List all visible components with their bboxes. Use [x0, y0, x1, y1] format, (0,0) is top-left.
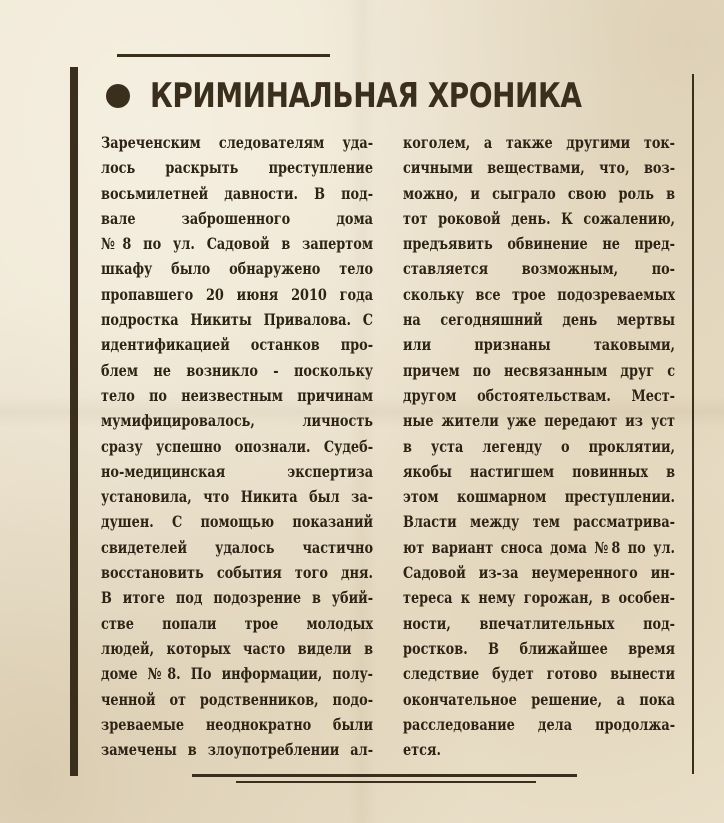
article-line-text: тот роковой день. К сожалению, — [403, 208, 676, 228]
article-line-text: восстановить события того дня. — [101, 563, 374, 583]
article-line — [403, 611, 675, 636]
article-line — [101, 256, 373, 281]
article-line-text: установила, что Никита был за- — [101, 487, 374, 507]
bottom-rule-secondary — [236, 781, 536, 783]
article-line — [101, 636, 373, 661]
article-line-text: расследование дела продолжа- — [403, 714, 676, 734]
article-line — [403, 535, 675, 560]
article-line — [101, 383, 373, 408]
article-line — [403, 358, 675, 383]
article-line-text: скольку все трое подозреваемых — [403, 284, 676, 304]
article-line — [101, 130, 373, 155]
article-line-text: другом обстоятельствам. Мест- — [403, 385, 676, 405]
article-line — [101, 332, 373, 357]
article-line-text: ется. — [403, 740, 441, 760]
article-line — [403, 181, 675, 206]
article-line-text: ные жители уже передают из уст — [403, 411, 676, 431]
article-line — [101, 611, 373, 636]
article-column-left — [101, 130, 373, 762]
article-title: КРИМИНАЛЬНАЯ ХРОНИКА — [150, 76, 582, 116]
article-line — [101, 737, 373, 762]
article-line-text: Садовой из-за неумеренного ин- — [403, 563, 676, 583]
article-line-text: душен. С помощью показаний — [101, 512, 374, 532]
article-header — [106, 70, 676, 122]
article-line-text: в уста легенду о проклятии, — [403, 436, 676, 456]
article-line — [403, 307, 675, 332]
article-line-text: мумифицировалось, личность — [101, 411, 374, 431]
article-line-text: коголем, а также другими ток- — [403, 133, 676, 152]
article-line — [403, 408, 675, 433]
article-line-text: предъявить обвинение не пред- — [403, 234, 676, 254]
article-line-text: или признаны таковыми, — [403, 335, 676, 355]
article-line — [403, 130, 675, 155]
article-line — [101, 687, 373, 712]
article-line — [403, 560, 675, 585]
article-line — [101, 459, 373, 484]
article-line — [403, 206, 675, 231]
article-line-text: ют вариант сноса дома №8 по ул. — [403, 537, 676, 557]
article-line-text: стве попали трое молодых — [101, 613, 374, 633]
article-line-text: вале заброшенного дома — [101, 208, 374, 228]
article-line — [403, 687, 675, 712]
article-line — [101, 661, 373, 686]
article-line-text: ростков. В ближайшее время — [403, 638, 676, 658]
article-line-text: доме №8. По информации, полу- — [101, 664, 374, 684]
article-line-text: замечены в злоупотреблении ал- — [101, 740, 374, 760]
article-line-text: на сегодняшний день мертвы — [403, 310, 676, 330]
article-line — [101, 509, 373, 534]
article-line-text: В итоге под подозрение в убий- — [101, 588, 374, 608]
top-rule — [117, 54, 330, 57]
article-line-text: идентификацией останков про- — [101, 335, 374, 355]
article-line-text: лось раскрыть преступление — [101, 158, 374, 178]
article-line-text: тереса к нему горожан, в особен- — [403, 588, 676, 608]
article-line — [403, 155, 675, 180]
article-line-text: Власти между тем рассматрива- — [403, 512, 676, 532]
article-line — [101, 712, 373, 737]
article-line-text: сичными веществами, что, воз- — [403, 158, 676, 178]
article-line — [101, 358, 373, 383]
article-line — [403, 383, 675, 408]
article-line-text: следствие будет готово вынести — [403, 664, 676, 684]
article-line — [403, 484, 675, 509]
article-line-text: блем не возникло - поскольку — [101, 360, 374, 380]
article-line — [403, 585, 675, 610]
article-line-text: людей, которых часто видели в — [101, 638, 374, 658]
bullet-icon — [106, 84, 130, 108]
article-line — [403, 434, 675, 459]
article-line-text: №8 по ул. Садовой в запертом — [101, 234, 374, 254]
article-line — [403, 636, 675, 661]
article-line — [403, 509, 675, 534]
article-line — [101, 560, 373, 585]
article-line-text: свидетелей удалось частично — [101, 537, 374, 557]
right-vertical-rule — [692, 74, 694, 774]
article-line — [101, 181, 373, 206]
article-line — [403, 737, 675, 762]
article-line-text: восьмилетней давности. В под- — [101, 183, 374, 203]
article-column-right — [403, 130, 675, 762]
article-line-text: этом кошмарном преступлении. — [403, 487, 676, 507]
article-line-text: сразу успешно опознали. Судеб- — [101, 436, 374, 456]
article-line — [403, 459, 675, 484]
article-line — [101, 155, 373, 180]
article-line — [403, 231, 675, 256]
article-line-text: подростка Никиты Привалова. С — [101, 310, 374, 330]
article-line — [403, 282, 675, 307]
left-vertical-rule — [70, 67, 78, 776]
article-line-text: тело по неизвестным причинам — [101, 385, 374, 405]
article-line-text: окончательное решение, а пока — [403, 689, 676, 709]
article-line — [101, 434, 373, 459]
article-line — [403, 712, 675, 737]
article-line — [101, 484, 373, 509]
article-line-text: ности, впечатлительных под- — [403, 613, 676, 633]
article-line — [101, 307, 373, 332]
article-line — [403, 256, 675, 281]
article-line — [101, 585, 373, 610]
article-line — [101, 408, 373, 433]
article-line — [101, 535, 373, 560]
bottom-rule — [192, 774, 577, 777]
article-line-text: пропавшего 20 июня 2010 года — [101, 284, 374, 304]
article-line — [101, 206, 373, 231]
article-line — [101, 231, 373, 256]
article-line-text: можно, и сыграло свою роль в — [403, 183, 676, 203]
article-line — [101, 282, 373, 307]
article-line-text: ченной от родственников, подо- — [101, 689, 374, 709]
article-line-text: зреваемые неоднократно были — [101, 714, 374, 734]
article-line-text: Зареченским следователям уда- — [101, 133, 374, 152]
article-line-text: причем по несвязанным друг с — [403, 360, 676, 380]
article-line-text: якобы настигшем повинных в — [403, 461, 676, 481]
article-line-text: но-медицинская экспертиза — [101, 461, 374, 481]
article-line-text: ставляется возможным, по- — [403, 259, 676, 279]
article-line — [403, 661, 675, 686]
article-line-text: шкафу было обнаружено тело — [101, 259, 374, 279]
article-line — [403, 332, 675, 357]
